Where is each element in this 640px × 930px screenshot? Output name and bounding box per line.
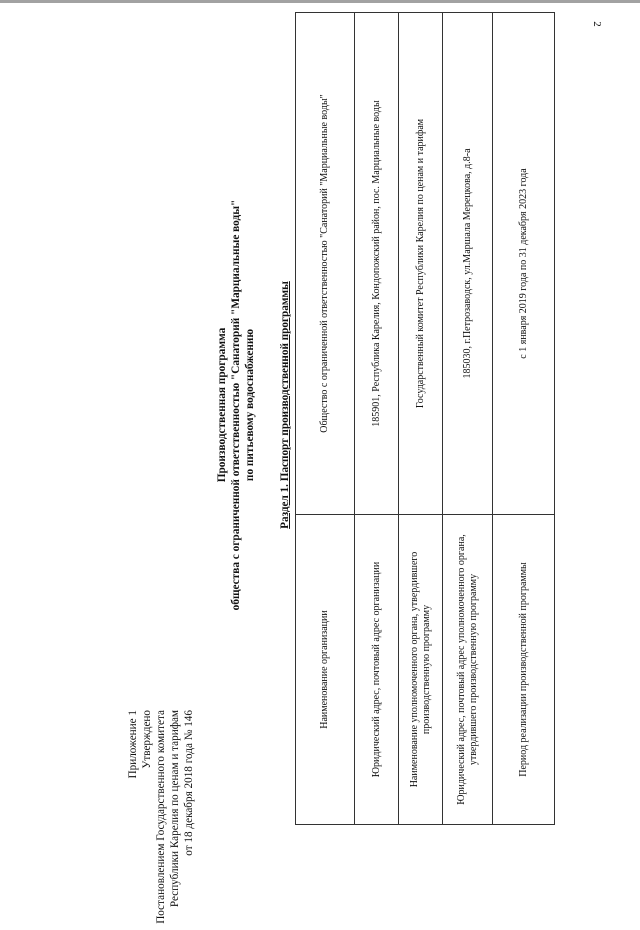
row-label: Наименование организации xyxy=(296,515,355,825)
row-label: Наименование уполномоченного органа, утвердившего производственную программу xyxy=(399,515,443,825)
document-title xyxy=(215,95,257,715)
table-row xyxy=(493,13,555,825)
table-row xyxy=(443,13,493,825)
row-value: 185901, Республика Карелия, Кондопожский район, пос. Марциальные воды xyxy=(355,13,399,515)
row-value: 185030, г.Петрозаводск, ул.Маршала Мерецкова, д.8-а xyxy=(443,13,493,515)
row-label: Юридический адрес, почтовый адрес организации xyxy=(355,515,399,825)
appendix-label: Приложение 1 xyxy=(127,710,139,779)
approval-stamp-block xyxy=(126,710,196,930)
row-value: Государственный комитет Республики Карелия по ценам и тарифам xyxy=(399,13,443,515)
table-row xyxy=(399,13,443,825)
title-line-3: по питьевому водоснабжению xyxy=(244,328,256,482)
passport-table xyxy=(295,12,555,825)
title-line-2: общества с ограниченной ответственностью "Санаторий "Марциальные воды" xyxy=(230,199,242,611)
title-line-1: Производственная программа xyxy=(216,327,228,483)
row-value: Общество с ограниченной ответственностью "Санаторий "Марциальные воды" xyxy=(296,13,355,515)
page-number: 2 xyxy=(590,21,603,27)
table-row xyxy=(296,13,355,825)
row-label: Период реализации производственной программы xyxy=(493,515,555,825)
row-value: с 1 января 2019 года по 31 декабря 2023 года xyxy=(493,13,555,515)
section-heading: Раздел 1. Паспорт производственной программы xyxy=(279,281,291,529)
table-row xyxy=(355,13,399,825)
approved-label: Утверждено xyxy=(141,710,153,769)
row-label: Юридический адрес, почтовый адрес уполномоченного органа, утвердившего производственную программу xyxy=(443,515,493,825)
resolution-line-1: Постановлением Государственного комитета xyxy=(155,710,167,924)
resolution-line-2: Республики Карелия по ценам и тарифам xyxy=(169,710,181,908)
resolution-line-3: от 18 декабря 2018 года № 146 xyxy=(183,710,195,856)
